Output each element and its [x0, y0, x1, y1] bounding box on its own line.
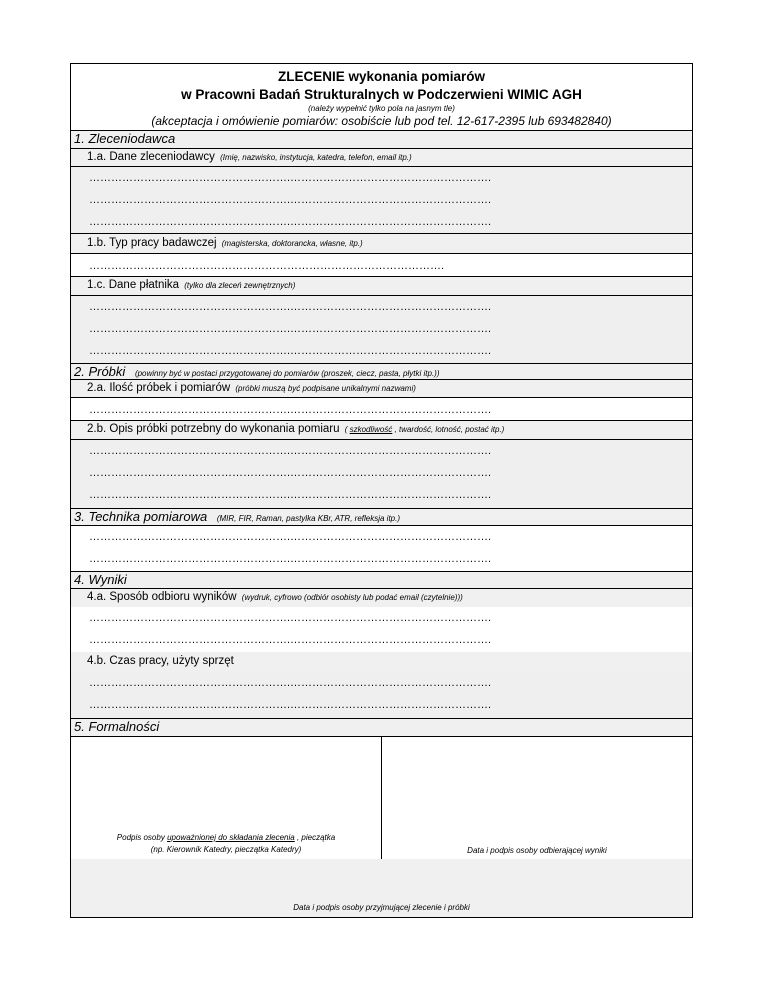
field-2a-note: (próbki muszą być podpisane unikalnymi nazwami)	[235, 384, 416, 393]
field-4b-line-2[interactable]: ……………………………………………….……………………………………………….	[71, 694, 692, 718]
field-1b-header	[71, 234, 692, 254]
field-4b-line-1[interactable]: ……………………………………………….……………………………………………….	[71, 672, 692, 694]
form-subtitle: w Pracowni Badań Strukturalnych w Podczerwieni WIMIC AGH	[181, 87, 582, 102]
section-1-title: 1. Zleceniodawca	[74, 131, 176, 146]
field-4b-label: 4.b. Czas pracy, użyty sprzęt	[87, 655, 234, 667]
field-1a-header	[71, 149, 692, 167]
field-4b-header	[71, 652, 692, 672]
field-2b-line-2[interactable]: ……………………………………………….……………………………………………….	[71, 462, 692, 484]
section-2-title: 2. Próbki	[74, 364, 126, 379]
authorized-signature-box[interactable]	[71, 737, 382, 859]
field-2b-header	[71, 421, 692, 440]
section-4-header	[71, 571, 692, 589]
section-2-header	[71, 363, 692, 380]
form-fill-note: (należy wypełnić tylko pola na jasnym tle)	[308, 104, 455, 113]
receiver-signature-caption: Data i podpis osoby odbierającej wyniki	[467, 846, 607, 855]
field-4a-line-1[interactable]: ……………………………………………….……………………………………………….	[71, 607, 692, 629]
field-1c-line-1[interactable]: ……………………………………………….……………………………………………….	[71, 296, 692, 318]
section-3-note: (MIR, FIR, Raman, pastylka KBr, ATR, refleksja itp.)	[216, 514, 400, 523]
section-2-note: (powinny być w postaci przygotowanej do pomiarów (proszek, ciecz, pasta, płytki itp.))	[134, 369, 440, 378]
acceptance-signature-caption: Data i podpis osoby przyjmującej zlecenie i próbki	[293, 903, 470, 912]
section-5-header	[71, 718, 692, 737]
field-2a-line[interactable]: ……………………………………………….……………………………………………….	[71, 399, 692, 421]
section-1-header	[71, 130, 692, 149]
field-4a-label: 4.a. Sposób odbioru wyników	[87, 591, 237, 603]
field-1c-note: (tylko dla zleceń zewnętrznych)	[184, 281, 296, 290]
authorized-signature-caption-2: (np. Kierownik Katedry, pieczątka Katedry)	[150, 845, 302, 854]
field-1c-header	[71, 277, 692, 296]
section-3-header	[71, 508, 692, 526]
receiver-signature-box[interactable]	[382, 737, 692, 859]
field-4a-note: (wydruk, cyfrowo (odbiór osobisty lub podać email (czytelnie)))	[241, 593, 463, 602]
field-1a-label: 1.a. Dane zleceniodawcy	[87, 151, 215, 163]
field-1b-note: (magisterska, doktorancka, własne, itp.)	[221, 239, 363, 248]
authorized-signature-caption: Podpis osoby upoważnionej do składania zlecenia , pieczątka	[116, 833, 336, 842]
section-5-title: 5. Formalności	[74, 719, 160, 734]
field-1c-label: 1.c. Dane płatnika	[87, 279, 180, 291]
signatures-area	[71, 737, 692, 860]
field-4a-header	[71, 589, 692, 607]
field-1a-line-2[interactable]: ……………………………………………….……………………………………………….	[71, 189, 692, 211]
field-2b-label: 2.b. Opis próbki potrzebny do wykonania pomiaru	[87, 423, 340, 435]
field-1b-label: 1.b. Typ pracy badawczej	[87, 237, 217, 249]
field-2a-header	[71, 380, 692, 398]
form-header	[71, 64, 692, 130]
acceptance-signature-box[interactable]	[71, 859, 692, 917]
field-1a-line-3[interactable]: ……………………………………………….……………………………………………….	[71, 211, 692, 234]
field-2b-line-3[interactable]: ……………………………………………….……………………………………………….	[71, 484, 692, 508]
section-3-title: 3. Technika pomiarowa	[74, 509, 208, 524]
field-2b-line-1[interactable]: ……………………………………………….……………………………………………….	[71, 440, 692, 462]
field-1c-line-2[interactable]: ……………………………………………….……………………………………………….	[71, 318, 692, 340]
field-2b-note: ( szkodliwość , twardość, lotność, postać itp.)	[344, 425, 505, 434]
field-1a-note: (Imię, nazwisko, instytucja, katedra, telefon, email itp.)	[220, 153, 412, 162]
field-1c-line-3[interactable]: ……………………………………………….……………………………………………….	[71, 340, 692, 363]
form-title: ZLECENIE wykonania pomiarów	[277, 69, 486, 84]
section-4-title: 4. Wyniki	[74, 572, 127, 587]
field-1a-line-1[interactable]: ……………………………………………….……………………………………………….	[71, 167, 692, 189]
field-1b-line[interactable]: …………………………………………………………………………………….	[71, 255, 692, 277]
field-3-line-1[interactable]: ……………………………………………….……………………………………………….	[71, 526, 692, 548]
field-3-line-2[interactable]: ……………………………………………….……………………………………………….	[71, 548, 692, 571]
form-contact: (akceptacja i omówienie pomiarów: osobiście lub pod tel. 12-617-2395 lub 693482840)	[151, 114, 612, 128]
order-form	[70, 63, 693, 918]
field-4a-line-2[interactable]: ……………………………………………….……………………………………………….	[71, 629, 692, 652]
field-2a-label: 2.a. Ilość próbek i pomiarów	[87, 382, 231, 394]
